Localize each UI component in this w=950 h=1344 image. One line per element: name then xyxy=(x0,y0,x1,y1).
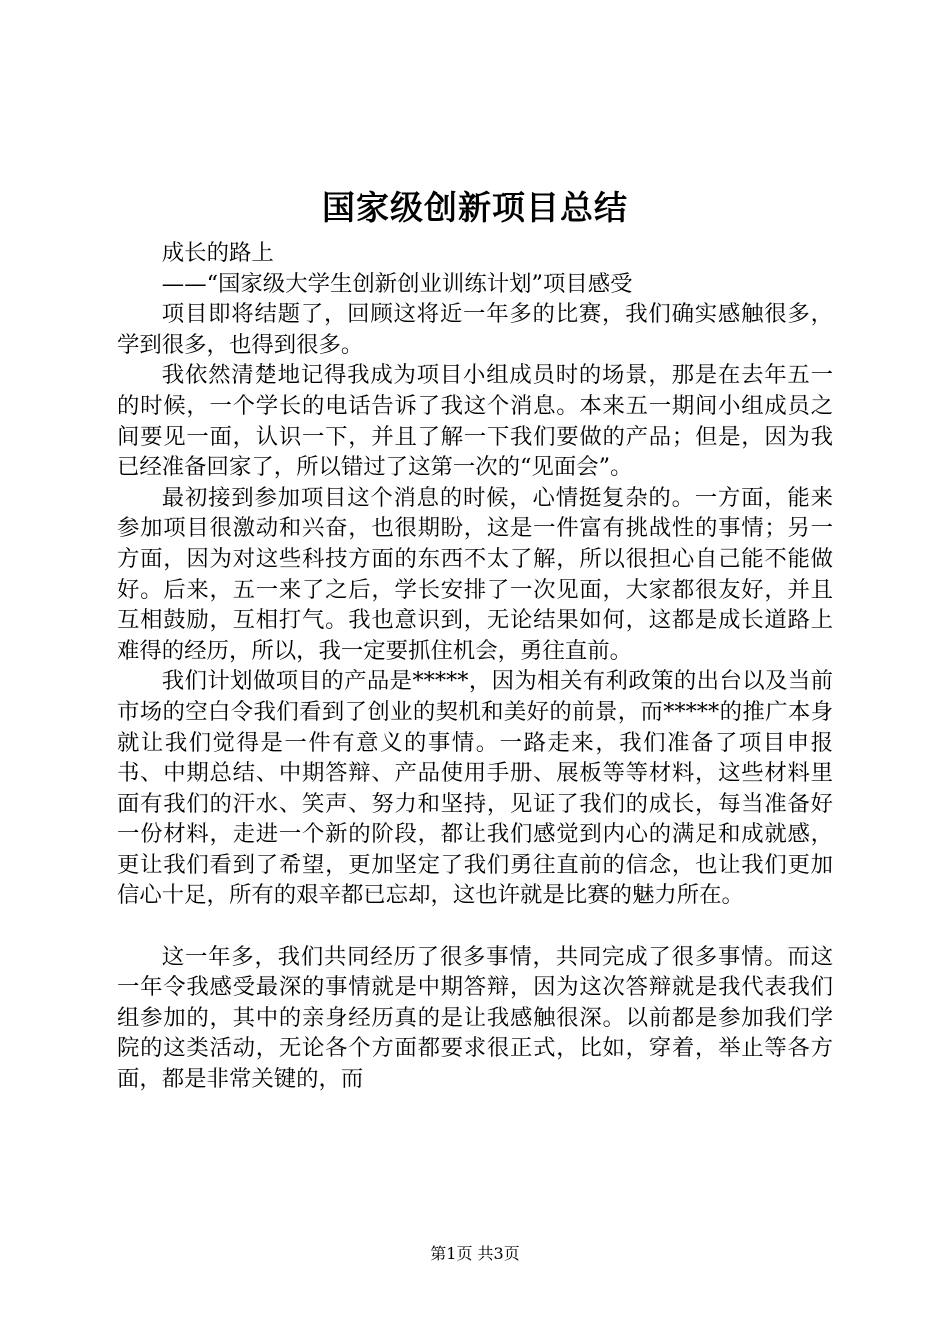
document-title: 国家级创新项目总结 xyxy=(322,188,628,227)
document-body xyxy=(117,238,833,1095)
paragraph: 最初接到参加项目这个消息的时候，心情挺复杂的。一方面，能来参加项目很激动和兴奋，也很期盼，这是一件富有挑战性的事情；另一方面，因为对这些科技方面的东西不太了解，所以很担心自己能不能做好。后来，五一来了之后，学长安排了一次见面，大家都很友好，并且互相鼓励，互相打气。我也意识到，无论结果如何，这都是成长道路上难得的经历，所以，我一定要抓住机会，勇往直前。 xyxy=(117,484,833,664)
paragraph: 我依然清楚地记得我成为项目小组成员时的场景，那是在去年五一的时候，一个学长的电话告诉了我这个消息。本来五一期间小组成员之间要见一面，认识一下，并且了解一下我们要做的产品；但是，因为我已经准备回家了，所以错过了这第一次的“见面会”。 xyxy=(117,362,833,481)
paragraph: 我们计划做项目的产品是*****，因为相关有利政策的出台以及当前市场的空白令我们看到了创业的契机和美好的前景，而*****的推广本身就让我们觉得是一件有意义的事情。一路走来，我们准备了项目申报书、中期总结、中期答辩、产品使用手册、展板等等材料，这些材料里面有我们的汗水、笑声、努力和坚持，见证了我们的成长，每当准备好一份材料，走进一个新的阶段，都让我们感觉到内心的满足和成就感，更让我们看到了希望，更加坚定了我们勇往直前的信念，也让我们更加信心十足，所有的艰辛都已忘却，这也许就是比赛的魅力所在。 xyxy=(117,668,833,909)
paragraph-spacer xyxy=(117,911,833,942)
paragraph: 项目即将结题了，回顾这将近一年多的比赛，我们确实感触很多，学到很多，也得到很多。 xyxy=(117,301,833,358)
subtitle-line: 成长的路上 xyxy=(161,240,274,266)
subheading-line: ——“国家级大学生创新创业训练计划”项目感受 xyxy=(161,270,633,297)
page-number-footer: 第1页 共3页 xyxy=(430,1244,520,1263)
paragraph: 这一年多，我们共同经历了很多事情，共同完成了很多事情。而这一年令我感受最深的事情就是中期答辩，因为这次答辩就是我代表我们组参加的，其中的亲身经历真的是让我感触很深。以前都是参加我们学院的这类活动，无论各个方面都要求很正式，比如，穿着，举止等各方面，都是非常关键的，而 xyxy=(117,943,833,1093)
